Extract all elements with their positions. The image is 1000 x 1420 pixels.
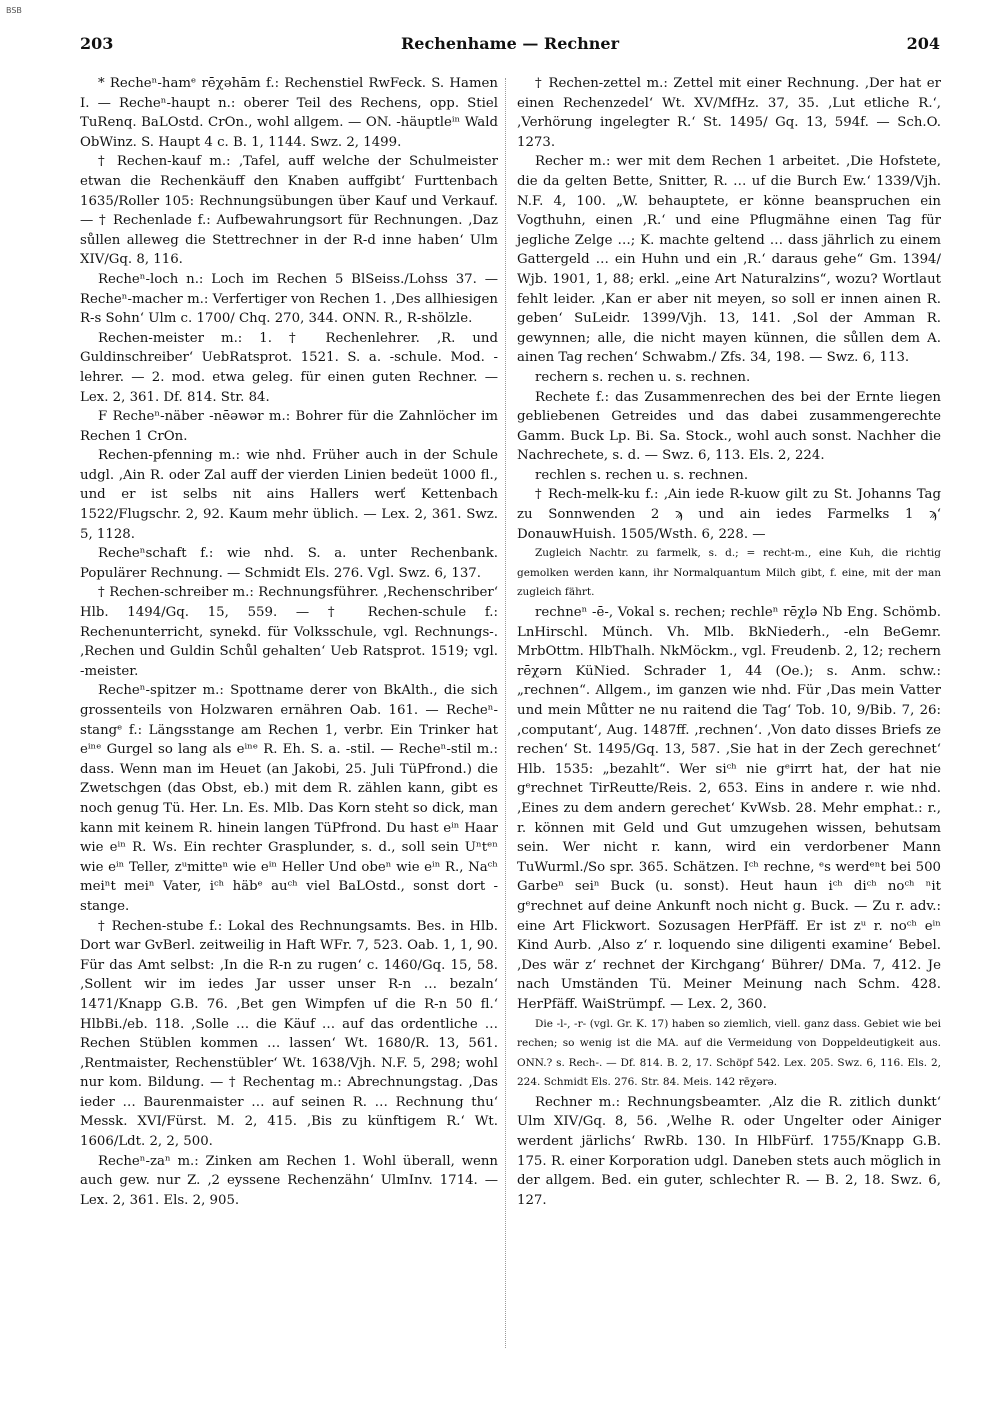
dictionary-entry: Recheⁿ-zaⁿ m.: Zinken am Rechen 1. Wohl überall, wenn auch gew. nur Z. ‚2 eyssene Rechenzähn‘ UlmInv. 1714. — Lex. 2, 361. Els. 2, 905. — [80, 1153, 498, 1208]
dictionary-entry: F Recheⁿ-näber -nēəwər m.: Bohrer für die Zahnlöcher im Rechen 1 CrOn. — [80, 409, 498, 444]
entry-note: Zugleich Nachtr. zu farmelk, s. d.; = recht-m., eine Kuh, die richtig gemolken werden kann, ihr Normalquantum Milch gibt, f. eine, mit der man zugleich fährt. — [517, 547, 941, 599]
dictionary-entry: Recheⁿ-loch n.: Loch im Rechen 5 BlSeiss./Lohss 37. — Recheⁿ-macher m.: Verfertiger von Rechen 1. ‚Des allhiesigen R-s Sohn‘ Ulm c. 1700/ Chq. 270, 344. ONN. R., R-shölzle. — [80, 271, 498, 327]
dictionary-entry: † Rechen-schreiber m.: Rechnungsführer. ‚Rechenschriber‘ Hlb. 1494/Gq. 15, 559. — † Rechen-schule f.: Rechenunterricht, synekd. für Volksschule, vgl. Rechnungs-. ‚Rechen und Guldin Schůl gehalten‘ Ueb Ratsprot. 1519; vgl. -meister. — [80, 585, 498, 679]
dictionary-entry: † Rech-melk-ku f.: ‚Ain iede R-kuow gilt zu St. Johanns Tag zu Sonnwenden 2 ϡ und ain iedes Farmelks 1 ϡ‘ DonauwHuish. 1505/Wsth. 6, 228. — — [517, 487, 941, 542]
dictionary-entry: Recher m.: wer mit dem Rechen 1 arbeitet. ‚Die Hofstete, die da gelten Bette, Snitter, R. … uf die Burch Ew.‘ 1339/Vjh. N.F. 4, 100. „W. behauptete, er könne beanspruchen ein Vogthuhn, einen ‚R.‘ und eine Pflugmähne einen Tag für jegliche Zelge …; K. machte geltend … dass jährlich zu einem Gattergeld … ein Huhn und ein ‚R.‘ daraus gehe“ Gm. 1394/ Wjb. 1901, 1, 88; erkl. „eine Art Naturalzins“, wozu? Wortlaut fehlt leider. ‚Kan er aber nit meyen, so soll er innen ainen R. geben‘ SuLeidr. 1399/Vjh. 13, 141. ‚Sol der Amman R. gewynnen; alle, die nicht mayen künnen, die sůllen dem A. ainen Tag rechen‘ Schwabm./ Zfs. 34, 198. — Swz. 6, 113. — [517, 154, 941, 366]
dictionary-entry: Rechete f.: das Zusammenrechen des bei der Ernte liegen gebliebenen Getreides und das dabei zusammengerechte Gamm. Buck Lp. Bi. Sa. Stock., wohl auch sonst. Nachher die Nachrechete, s. d. — Swz. 6, 113. Els. 2, 224. — [517, 389, 941, 464]
dictionary-entry: rechlen s. rechen u. s. rechnen. — [535, 467, 749, 483]
dictionary-entry: Rechen-meister m.: 1. † Rechenlehrer. ‚R. und Guldinschreiber‘ UebRatsprot. 1521. S. a. -schule. Mod. -lehrer. — 2. mod. etwa geleg. für einen guten Rechner. — Lex. 2, 361. Df. 814. Str. 84. — [80, 330, 498, 405]
dictionary-entry: Rechen-pfenning m.: wie nhd. Früher auch in der Schule udgl. ‚Ain R. oder Zal auff der vierden Linien bedeüt 1000 fl., und er ist selbs nit ains Hallers werť Kettenbach 1522/Flugschr. 2, 92. Kaum mehr üblich. — Lex. 2, 361. Swz. 5, 1128. — [80, 448, 498, 542]
running-title: Rechenhame — Rechner — [400, 34, 619, 53]
page-number-left: 203 — [80, 34, 114, 53]
page-number-right: 204 — [906, 34, 940, 53]
column-divider — [505, 78, 506, 1348]
dictionary-entry: * Recheⁿ-hamᵉ rēχəhām f.: Rechenstiel RwFeck. S. Hamen I. — Recheⁿ-haupt n.: oberer Teil des Rechens, opp. Stiel TuRenq. BaLOstd. CrOn., wohl allgem. — ON. -häuptleⁱⁿ Wald ObWinz. S. Haupt 4 c. B. 1, 1144. Swz. 2, 1499. — [80, 76, 498, 150]
dictionary-entry: Rechner m.: Rechnungsbeamter. ‚Alz die R. zitlich dunkt‘ Ulm XIV/Gq. 8, 56. ‚Welhe R. oder Ungelter oder Ainiger werdent järlichs‘ RwRb. 130. In HlbFürf. 1755/Knapp G.B. 175. R. einer Korporation udgl. Daneben stets auch möglich in der allgem. Bed. ein guter, schlechter R. — B. 2, 18. Swz. 6, 127. — [517, 1094, 941, 1208]
left-column — [80, 74, 498, 1210]
dictionary-entry: † Rechen-kauf m.: ‚Tafel, auff welche der Schulmeister etwan die Rechenkäuff den Knaben auffgibt‘ Furttenbach 1635/Roller 105: Rechnungsübungen über Kauf und Verkauf. — † Rechenlade f.: Aufbewahrungsort für Rechnungen. ‚Daz sůllen alleweg die Stettrechner in der R-d inne haben‘ Ulm XIV/Gq. 8, 116. — [80, 154, 498, 268]
page-header — [80, 34, 940, 58]
dictionary-entry: † Rechen-zettel m.: Zettel mit einer Rechnung. ‚Der hat er einen Rechenzedel‘ Wt. XV/MfHz. 37, 35. ‚Lut etliche R.‘, ‚Verhörung ingelegter R.‘ St. 1495/ Gq. 13, 594f. — Sch.O. 1273. — [517, 76, 941, 150]
dictionary-entry: Recheⁿschaft f.: wie nhd. S. a. unter Rechenbank. Populärer Rechnung. — Schmidt Els. 276. Vgl. Swz. 6, 137. — [80, 546, 498, 581]
dictionary-entry: rechern s. rechen u. s. rechnen. — [535, 369, 751, 385]
library-stamp: BSB — [6, 6, 22, 15]
right-column — [517, 74, 941, 1210]
entry-note: Die -l-, -r- (vgl. Gr. K. 17) haben so ziemlich, viell. ganz dass. Gebiet wie bei rechen; so wenig ist die MA. auf die Vermeidung von Doppeldeutigkeit aus. ONN.? s. Rech-. — Df. 814. B. 2, 17. Schöpf 542. Lex. 205. Swz. 6, 116. Els. 2, 224. Schmidt Els. 276. Str. 84. Meis. 142 rēχərə. — [517, 1017, 941, 1089]
dictionary-entry: rechneⁿ -ē-, Vokal s. rechen; rechleⁿ rēχlə Nb Eng. Schömb. LnHirschl. Münch. Vh. Mlb. BkNiederh., -eln BeGemr. MrbOttm. HlbThalh. NkMöckm., vgl. Freudenb. 2, 12; rechern rēχərn KüNied. Schrader 1, 44 (Oe.); s. Anm. schw.: „rechnen“. Allgem., im ganzen wie nhd. Für ‚Das mein Vatter und mein Můtter ne nu raitend die Tag‘ Tob. 10, 9/Bib. 7, 26: ‚computant‘, Aug. 1487ff. ‚rechnen‘. ‚Von dato disses Briefs ze rechen‘ St. 1495/Gq. 13, 587. ‚Sie hat in der Zech gerechnet‘ Hlb. 1535: „bezahlt“. Wer siᶜʰ nie gᵉirrt hat, der hat nie gᵉrechnet TirReutte/Reis. 2, 653. Eins in andere r. wie nhd. ‚Eines zu dem andern gerechet‘ KvWsb. 28. Mehr emphat.: r., r. können mit Geld und Gut umzugehen wissen, behutsam sein. Wer nicht r. kann, wird ein verdorbener Mann TuWurml./So spr. 365. Schätzen. Iᶜʰ rechne, ᵉs werdᵉⁿt bei 500 Garbeⁿ seiⁿ Buck (u. sonst). Heut haun iᶜʰ diᶜʰ noᶜʰ ⁿit gᵉrechnet auf deine Ankunft noch nicht g. Buck. — Zu r. adv.: eine Art Flickwort. Sozusagen HerPfäff. Er ist zᵘ r. noᶜʰ eⁱⁿ Kind Aurb. ‚Also z‘ r. loquendo sine diligenti examine‘ Bebel. ‚Des wär z‘ rechnet der Kirchgang‘ Bührer/ DMa. 7, 412. Je nach Umständen Tü. Meiner Meinung nach Schm. 428. HerPfäff. WaiStrümpf. — Lex. 2, 360. — [517, 605, 941, 1012]
dictionary-entry: Recheⁿ-spitzer m.: Spottname derer von BkAlth., die sich grossenteils von Holzwaren ernähren Oab. 161. — Recheⁿ-stangᵉ f.: Längsstange am Rechen 1, verbr. Ein Trinker hat eⁱⁿᵉ Gurgel so lang als eⁱⁿᵉ R. Eh. S. a. -stil. — Recheⁿ-stil m.: dass. Wenn man im Heuet (an Jakobi, 25. Juli TüPfrond.) die Zwetschgen (das Obst, eb.) mit dem R. zählen kann, gibt es noch genug Tü. Her. Ln. Es. Mlb. Das Korn steht so dick, man kann mit keinem R. hinein langen TüPfrond. Du hast eⁱⁿ Haar wie eⁱⁿ R. Ws. Ein rechter Grasplunder, s. d., soll sein Uⁿtᵉⁿ wie eⁱⁿ Teller, zᵘmitteⁿ wie eⁱⁿ Heller Und obeⁿ wie eⁱⁿ R., Naᶜʰ meiⁿt meiⁿ Vater, iᶜʰ häbᵉ auᶜʰ viel BaLOstd., sonst dort -stange. — [80, 683, 498, 914]
dictionary-entry: † Rechen-stube f.: Lokal des Rechnungsamts. Bes. in Hlb. Dort war GvBerl. zeitweilig in Haft WFr. 7, 523. Oab. 1, 1, 90. Für das Amt selbst: ‚In die R-n zu rugen‘ c. 1460/Gq. 15, 58. ‚Sollent wir im iedes Jar usser unser R-n … bezaln‘ 1471/Knapp G.B. 76. ‚Bet gen Wimpfen uf die R-n 50 fl.‘ HlbBi./eb. 118. ‚Solle … die Käuf … auf das ordentliche … Rechen Stüblen kommen … lassen‘ Wt. 1680/R. 13, 561. ‚Rentmaister, Rechenstübler‘ Wt. 1638/Vjh. N.F. 5, 298; wohl nur kom. Bildung. — † Rechentag m.: Abrechnungstag. ‚Das ieder … Baurenmaister … auf seinen R. … Rechnung thu‘ Messk. XVI/Fürst. M. 2, 415. ‚Bis zu künftigem R.‘ Wt. 1606/Ldt. 2, 2, 500. — [80, 918, 498, 1150]
